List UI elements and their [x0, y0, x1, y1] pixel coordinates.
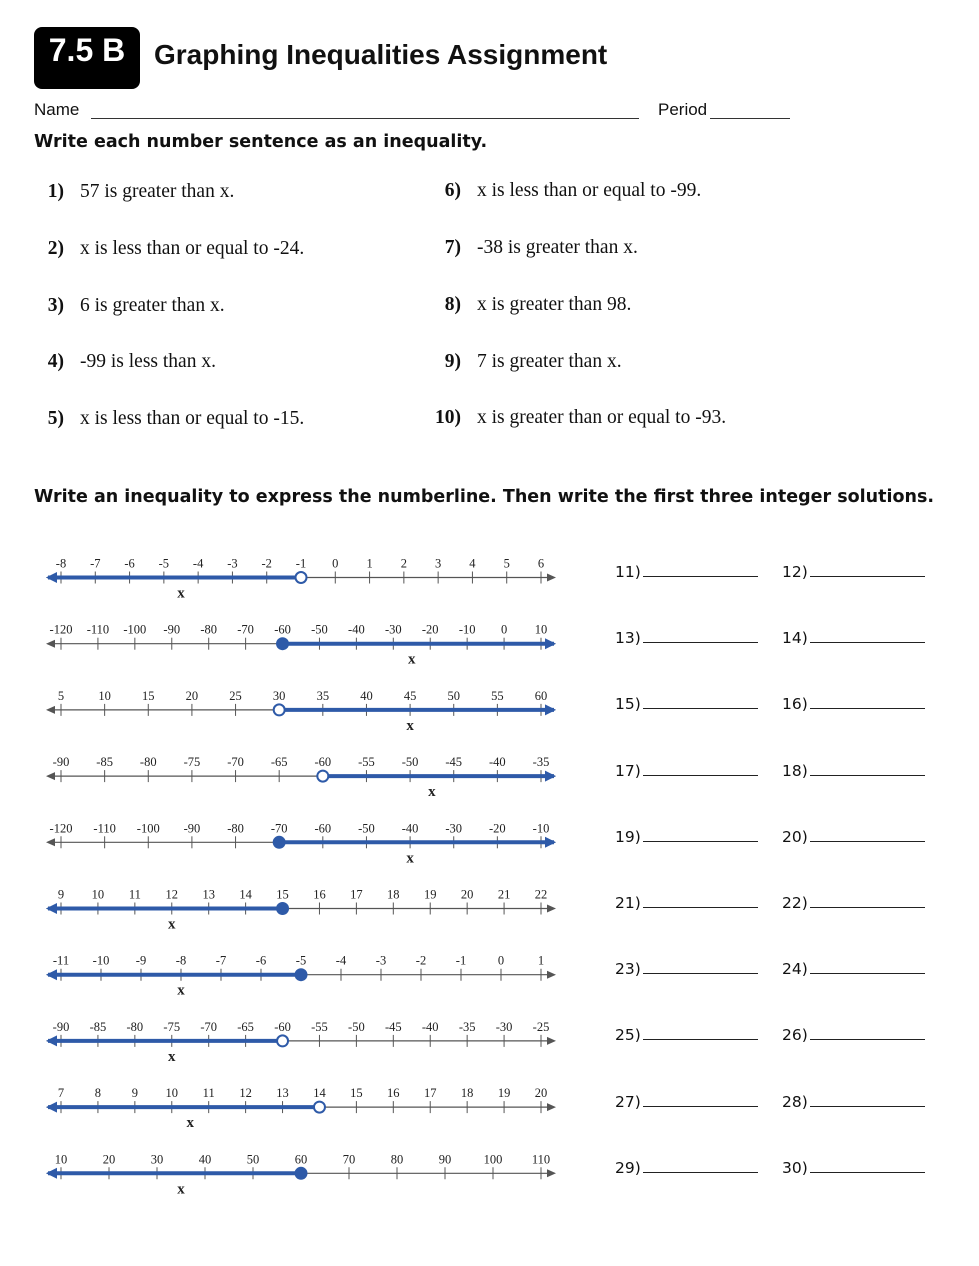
tick-label: -80: [126, 1019, 144, 1034]
tick-label: -80: [139, 755, 157, 770]
right-arrow-icon: [547, 1037, 556, 1045]
tick-label: 10: [165, 1086, 179, 1101]
tick-label: -40: [401, 821, 419, 836]
tick-label: -60: [274, 1019, 291, 1034]
tick-label: -60: [314, 755, 332, 770]
answer-blank[interactable]: [782, 959, 925, 978]
closed-endpoint: [277, 638, 288, 649]
tick-label: -6: [255, 953, 267, 968]
problem-text: x is greater than or equal to -93.: [477, 407, 727, 428]
tick-label: -100: [136, 821, 160, 836]
right-arrow-icon: [547, 574, 556, 582]
tick-label: 17: [350, 887, 363, 902]
closed-endpoint: [296, 1168, 307, 1179]
tick-label: 60: [294, 1152, 308, 1167]
tick-label: -25: [532, 1019, 550, 1034]
tick-label: 22: [534, 887, 548, 902]
answer-number: 26): [782, 1026, 808, 1045]
tick-label: -10: [458, 622, 476, 637]
answer-blank[interactable]: [782, 827, 925, 846]
problem-number: 1): [47, 181, 64, 202]
ray-arrow-icon: [545, 771, 556, 782]
problem-number: 6): [444, 180, 461, 201]
tick-label: -10: [92, 953, 110, 968]
tick-label: 20: [102, 1152, 116, 1167]
answer-blank[interactable]: [782, 893, 925, 912]
answer-blank[interactable]: [615, 761, 758, 780]
tick-label: 5: [503, 556, 510, 571]
tick-label: -55: [358, 755, 375, 770]
tick-label: 9: [57, 887, 65, 902]
tick-label: 1: [366, 556, 373, 571]
problem-number: 8): [444, 294, 461, 315]
answer-number: 14): [782, 629, 808, 648]
problem-text: x is greater than 98.: [477, 294, 632, 315]
name-field[interactable]: [91, 118, 639, 119]
section1-heading: Write each number sentence as an inequality.: [34, 132, 488, 152]
tick-label: 110: [531, 1152, 551, 1167]
tick-label: -85: [89, 1019, 107, 1034]
tick-label: -7: [90, 556, 101, 571]
answer-line[interactable]: [643, 1158, 758, 1173]
ray-arrow-icon: [46, 1168, 57, 1179]
answer-blank[interactable]: [782, 761, 925, 780]
tick-label: -35: [458, 1019, 476, 1034]
tick-label: -90: [183, 821, 201, 836]
answer-number: 21): [615, 894, 641, 912]
tick-label: -3: [375, 953, 387, 968]
answer-line[interactable]: [810, 1025, 925, 1040]
answer-line[interactable]: [810, 694, 925, 709]
tick-label: -50: [401, 755, 419, 770]
tick-label: -30: [445, 821, 463, 836]
tick-label: 19: [423, 887, 437, 902]
tick-label: 9: [131, 1086, 138, 1101]
answer-number: 24): [782, 960, 808, 979]
tick-label: -40: [421, 1019, 439, 1034]
ray-arrow-icon: [46, 572, 57, 583]
tick-label: 100: [483, 1152, 503, 1167]
answer-line[interactable]: [643, 827, 758, 842]
closed-endpoint: [277, 903, 288, 914]
tick-label: -30: [384, 622, 402, 637]
tick-label: -75: [183, 755, 201, 770]
tick-label: -50: [311, 622, 328, 637]
tick-label: 45: [403, 688, 417, 703]
right-arrow-icon: [547, 971, 556, 979]
tick-label: 14: [239, 887, 252, 902]
answer-line[interactable]: [810, 893, 925, 908]
open-endpoint: [274, 704, 285, 715]
problem-text: x is less than or equal to -99.: [477, 180, 702, 201]
tick-label: 16: [387, 1086, 400, 1101]
tick-label: 3: [435, 556, 442, 571]
tick-label: 19: [497, 1086, 511, 1101]
tick-label: -70: [237, 622, 254, 637]
problem-number: 5): [47, 408, 64, 429]
tick-label: 80: [390, 1152, 404, 1167]
ray-arrow-icon: [545, 837, 556, 848]
variable-label: x: [177, 585, 185, 602]
tick-label: 40: [198, 1152, 212, 1167]
right-arrow-icon: [547, 905, 556, 913]
answer-number: 19): [615, 827, 641, 846]
tick-label: 15: [142, 688, 155, 703]
tick-label: 5: [57, 688, 65, 703]
left-arrow-icon: [46, 838, 55, 846]
tick-label: -80: [227, 821, 244, 836]
answer-number: 15): [615, 695, 641, 714]
tick-label: 1: [537, 953, 545, 968]
tick-label: -90: [52, 755, 70, 770]
tick-label: -6: [124, 556, 135, 571]
ray-arrow-icon: [46, 1035, 57, 1046]
tick-label: -60: [314, 821, 332, 836]
tick-label: -20: [489, 821, 506, 836]
tick-label: -1: [295, 556, 307, 571]
tick-label: -90: [163, 622, 181, 637]
answer-blank[interactable]: [615, 694, 758, 713]
tick-label: 11: [128, 887, 141, 902]
answer-blank[interactable]: [782, 694, 925, 713]
answer-blank[interactable]: [615, 1158, 758, 1177]
tick-label: -65: [270, 755, 288, 770]
tick-label: 55: [491, 688, 504, 703]
tick-label: -8: [175, 953, 187, 968]
tick-label: -4: [335, 953, 347, 968]
tick-label: 50: [246, 1152, 260, 1167]
closed-endpoint: [274, 837, 285, 848]
left-arrow-icon: [46, 706, 55, 714]
period-field[interactable]: [710, 118, 790, 119]
name-period-row: [34, 100, 794, 124]
tick-label: 10: [534, 622, 548, 637]
variable-label: x: [406, 717, 414, 734]
open-endpoint: [296, 572, 307, 583]
answer-number: 25): [615, 1026, 641, 1045]
tick-label: 10: [98, 688, 111, 703]
tick-label: 25: [229, 688, 242, 703]
tick-label: -120: [49, 821, 73, 836]
tick-label: -1: [455, 953, 467, 968]
tick-label: 15: [350, 1086, 363, 1101]
tick-label: -30: [495, 1019, 513, 1034]
problem-text: -99 is less than x.: [80, 351, 216, 372]
tick-label: 40: [360, 688, 373, 703]
answer-number: 13): [615, 629, 641, 648]
answer-number: 27): [615, 1092, 641, 1111]
tick-label: 30: [150, 1152, 164, 1167]
tick-label: -90: [52, 1019, 70, 1034]
left-arrow-icon: [46, 772, 55, 780]
answer-number: 20): [782, 827, 808, 846]
tick-label: -50: [348, 1019, 365, 1034]
tick-label: -75: [163, 1019, 181, 1034]
variable-label: x: [408, 651, 416, 668]
right-arrow-icon: [547, 1103, 556, 1111]
left-arrow-icon: [46, 640, 55, 648]
answer-blank[interactable]: [615, 893, 758, 912]
answer-number: 17): [615, 761, 641, 780]
answer-number: 28): [782, 1092, 808, 1111]
problem-number: 10): [435, 407, 461, 428]
answer-number: 23): [615, 960, 641, 979]
tick-label: 90: [438, 1152, 452, 1167]
tick-label: 11: [202, 1086, 215, 1101]
ray-arrow-icon: [46, 903, 57, 914]
tick-label: -80: [200, 622, 218, 637]
answer-number: 18): [782, 761, 808, 780]
tick-label: -10: [532, 821, 550, 836]
answer-number: 22): [782, 894, 808, 912]
answer-blank[interactable]: [782, 562, 925, 581]
tick-label: 20: [185, 688, 199, 703]
tick-label: 50: [447, 688, 460, 703]
tick-label: -9: [135, 953, 147, 968]
variable-label: x: [177, 1181, 185, 1198]
tick-label: -35: [532, 755, 550, 770]
page-title: Graphing Inequalities Assignment: [154, 39, 608, 70]
tick-label: -40: [489, 755, 506, 770]
tick-label: -8: [55, 556, 67, 571]
problem-text: x is less than or equal to -15.: [80, 408, 305, 429]
answer-number: 11): [615, 563, 641, 581]
tick-label: 18: [387, 887, 400, 902]
problem-text: x is less than or equal to -24.: [80, 238, 305, 259]
tick-label: 21: [497, 887, 511, 902]
open-endpoint: [314, 1102, 325, 1113]
problem-text: 7 is greater than x.: [477, 351, 622, 372]
tick-label: -5: [295, 953, 307, 968]
tick-label: 7: [57, 1086, 65, 1101]
tick-label: 14: [313, 1086, 326, 1101]
tick-label: -70: [270, 821, 288, 836]
answer-blank[interactable]: [615, 959, 758, 978]
problem-text: 6 is greater than x.: [80, 295, 225, 316]
tick-label: 8: [94, 1086, 102, 1101]
answer-number: 29): [615, 1158, 641, 1177]
tick-label: 2: [400, 556, 407, 571]
tick-label: 0: [500, 622, 508, 637]
tick-label: -7: [215, 953, 227, 968]
answer-line[interactable]: [643, 1025, 758, 1040]
tick-label: -2: [261, 556, 272, 571]
answer-line[interactable]: [643, 694, 758, 709]
tick-label: -50: [358, 821, 375, 836]
tick-label: 0: [497, 953, 505, 968]
answer-blank[interactable]: [782, 1092, 925, 1111]
tick-label: 12: [239, 1086, 252, 1101]
open-endpoint: [277, 1035, 288, 1046]
lesson-badge: 7.5 B: [34, 27, 140, 89]
answer-line[interactable]: [643, 1092, 758, 1107]
tick-label: 60: [534, 688, 548, 703]
section2-heading: Write an inequality to express the numberline. Then write the first three integer solutions.: [34, 487, 935, 507]
variable-label: x: [406, 850, 414, 867]
answer-number: 30): [782, 1158, 808, 1177]
tick-label: 20: [534, 1086, 548, 1101]
problem-number: 4): [47, 351, 64, 372]
tick-label: -2: [415, 953, 427, 968]
answer-line[interactable]: [643, 893, 758, 908]
answer-blank[interactable]: [615, 1092, 758, 1111]
ray-arrow-icon: [46, 1102, 57, 1113]
name-label: Name: [34, 100, 80, 119]
tick-label: 10: [91, 887, 105, 902]
tick-label: -70: [200, 1019, 218, 1034]
problem-text: 57 is greater than x.: [80, 181, 235, 202]
tick-label: -110: [86, 622, 110, 637]
answer-line[interactable]: [810, 1158, 925, 1173]
open-endpoint: [317, 771, 328, 782]
tick-label: 30: [272, 688, 286, 703]
tick-label: -45: [384, 1019, 402, 1034]
tick-label: -85: [96, 755, 113, 770]
problem-text: -38 is greater than x.: [477, 237, 638, 258]
answer-line[interactable]: [810, 827, 925, 842]
tick-label: -4: [192, 556, 204, 571]
answer-line[interactable]: [643, 761, 758, 776]
tick-label: 18: [460, 1086, 474, 1101]
answer-blank[interactable]: [782, 1025, 925, 1044]
tick-label: -11: [52, 953, 70, 968]
period-label: Period: [658, 100, 708, 119]
tick-label: 15: [276, 887, 289, 902]
tick-label: -120: [49, 622, 73, 637]
tick-label: 6: [537, 556, 545, 571]
closed-endpoint: [296, 969, 307, 980]
ray-arrow-icon: [545, 704, 556, 715]
tick-label: -100: [123, 622, 147, 637]
answer-blank[interactable]: [615, 562, 758, 581]
tick-label: -60: [274, 622, 291, 637]
answer-blank[interactable]: [782, 628, 925, 647]
tick-label: -40: [348, 622, 365, 637]
variable-label: x: [177, 982, 185, 999]
tick-label: -70: [227, 755, 244, 770]
numberlines-figure: [0, 540, 600, 1220]
tick-label: -3: [227, 556, 238, 571]
variable-label: x: [168, 916, 176, 933]
problem-number: 3): [47, 295, 64, 316]
variable-label: x: [186, 1115, 194, 1132]
answer-blank[interactable]: [782, 1158, 925, 1177]
answer-line[interactable]: [810, 959, 925, 974]
answer-blank[interactable]: [615, 827, 758, 846]
answer-line[interactable]: [810, 761, 925, 776]
tick-label: 70: [342, 1152, 356, 1167]
answer-blank[interactable]: [615, 1025, 758, 1044]
answer-line[interactable]: [810, 628, 925, 643]
right-arrow-icon: [547, 1169, 556, 1177]
tick-label: 13: [276, 1086, 289, 1101]
tick-label: 4: [469, 556, 476, 571]
tick-label: 13: [202, 887, 215, 902]
tick-label: -110: [93, 821, 116, 836]
answer-line[interactable]: [643, 959, 758, 974]
tick-label: -65: [237, 1019, 254, 1034]
tick-label: 17: [423, 1086, 437, 1101]
tick-label: -55: [311, 1019, 328, 1034]
variable-label: x: [168, 1048, 176, 1065]
tick-label: 35: [316, 688, 330, 703]
tick-label: 0: [332, 556, 339, 571]
answer-line[interactable]: [643, 562, 758, 577]
tick-label: 10: [54, 1152, 68, 1167]
tick-label: 12: [165, 887, 179, 902]
tick-label: 20: [460, 887, 474, 902]
tick-label: -20: [421, 622, 439, 637]
answer-line[interactable]: [643, 628, 758, 643]
answer-number: 12): [782, 563, 808, 581]
tick-label: -45: [445, 755, 463, 770]
variable-label: x: [428, 784, 436, 801]
answer-line[interactable]: [810, 1092, 925, 1107]
answer-blank[interactable]: [615, 628, 758, 647]
problem-number: 7): [444, 237, 461, 258]
answer-number: 16): [782, 695, 808, 714]
problem-number: 9): [444, 351, 461, 372]
problem-number: 2): [47, 238, 64, 259]
tick-label: 16: [313, 887, 326, 902]
ray-arrow-icon: [46, 969, 57, 980]
ray-arrow-icon: [545, 638, 556, 649]
answer-line[interactable]: [810, 562, 925, 577]
tick-label: -5: [158, 556, 170, 571]
